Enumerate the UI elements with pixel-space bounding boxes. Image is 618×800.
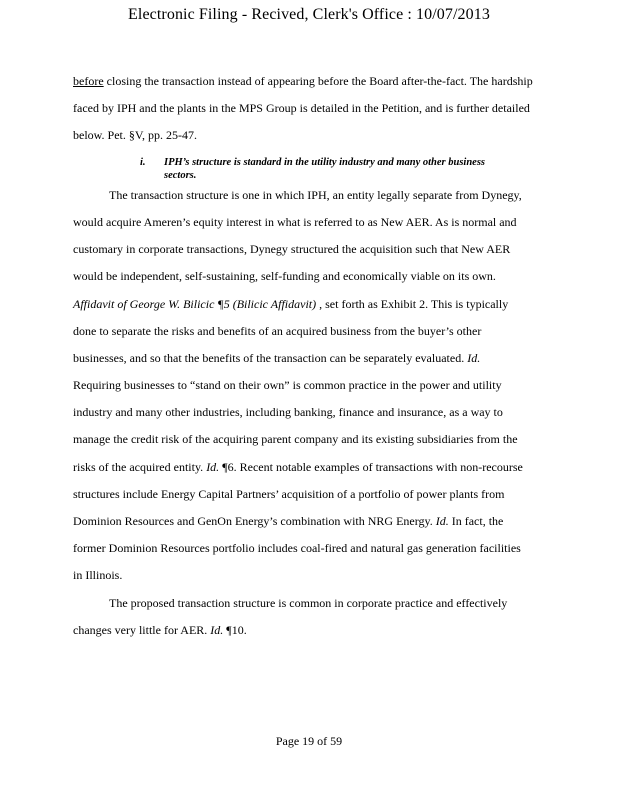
body-line: in Illinois. xyxy=(73,568,123,583)
body-line: customary in corporate transactions, Dynegy structured the acquisition such that New AER xyxy=(73,242,511,257)
body-line: manage the credit risk of the acquiring parent company and its existing subsidiaries from the xyxy=(73,432,518,447)
body-line: Dominion Resources and GenOn Energy’s combination with NRG Energy. Id. In fact, the xyxy=(73,514,504,528)
filing-stamp-header: Electronic Filing - Recived, Clerk's Office : 10/07/2013 xyxy=(128,6,490,23)
heading-text: IPH’s structure is standard in the utility industry and many other business xyxy=(164,157,486,168)
body-line: Affidavit of George W. Bilicic ¶5 (Bilicic Affidavit) , set forth as Exhibit 2. This is typically xyxy=(73,296,509,311)
document-body xyxy=(73,68,581,644)
id-citation: Id. xyxy=(467,350,481,365)
body-line: Requiring businesses to “stand on their own” is common practice in the power and utility xyxy=(73,378,502,393)
body-line: The proposed transaction structure is common in corporate practice and effectively xyxy=(109,595,508,610)
heading-number: i. xyxy=(140,157,146,168)
body-line: done to separate the risks and benefits of an acquired business from the buyer’s other xyxy=(73,323,482,338)
body-line: The transaction structure is one in which IPH, an entity legally separate from Dynegy, xyxy=(109,187,522,202)
emphasis-underline: before xyxy=(73,74,104,88)
section-heading xyxy=(140,156,560,182)
body-line: changes very little for AER. Id. ¶10. xyxy=(73,622,247,637)
id-citation: Id. xyxy=(435,514,449,528)
body-line: before closing the transaction instead of appearing before the Board after-the-fact. The hardship xyxy=(73,74,533,88)
id-citation: Id. xyxy=(210,622,224,637)
affidavit-citation: Affidavit of George W. Bilicic ¶5 (Bilicic Affidavit) xyxy=(73,296,317,311)
body-line: would be independent, self-sustaining, self-funding and economically viable on its own. xyxy=(73,269,496,284)
body-line: below. Pet. §V, pp. 25-47. xyxy=(73,128,197,143)
id-citation: Id. xyxy=(206,459,220,474)
body-line: businesses, and so that the benefits of the transaction can be separately evaluated. Id. xyxy=(73,350,481,365)
body-line: would acquire Ameren’s equity interest in what is referred to as New AER. As is normal and xyxy=(73,214,517,229)
page-number-footer: Page 19 of 59 xyxy=(275,734,343,748)
body-line: structures include Energy Capital Partners’ acquisition of a portfolio of power plants from xyxy=(73,486,505,501)
body-line: former Dominion Resources portfolio includes coal-fired and natural gas generation facilities xyxy=(73,541,521,556)
body-line: faced by IPH and the plants in the MPS Group is detailed in the Petition, and is further detailed xyxy=(73,101,530,116)
body-line: risks of the acquired entity. Id. ¶6. Recent notable examples of transactions with non-recourse xyxy=(73,459,523,474)
body-line: industry and many other industries, including banking, finance and insurance, as a way to xyxy=(73,405,503,420)
heading-text-continued: sectors. xyxy=(164,170,197,181)
